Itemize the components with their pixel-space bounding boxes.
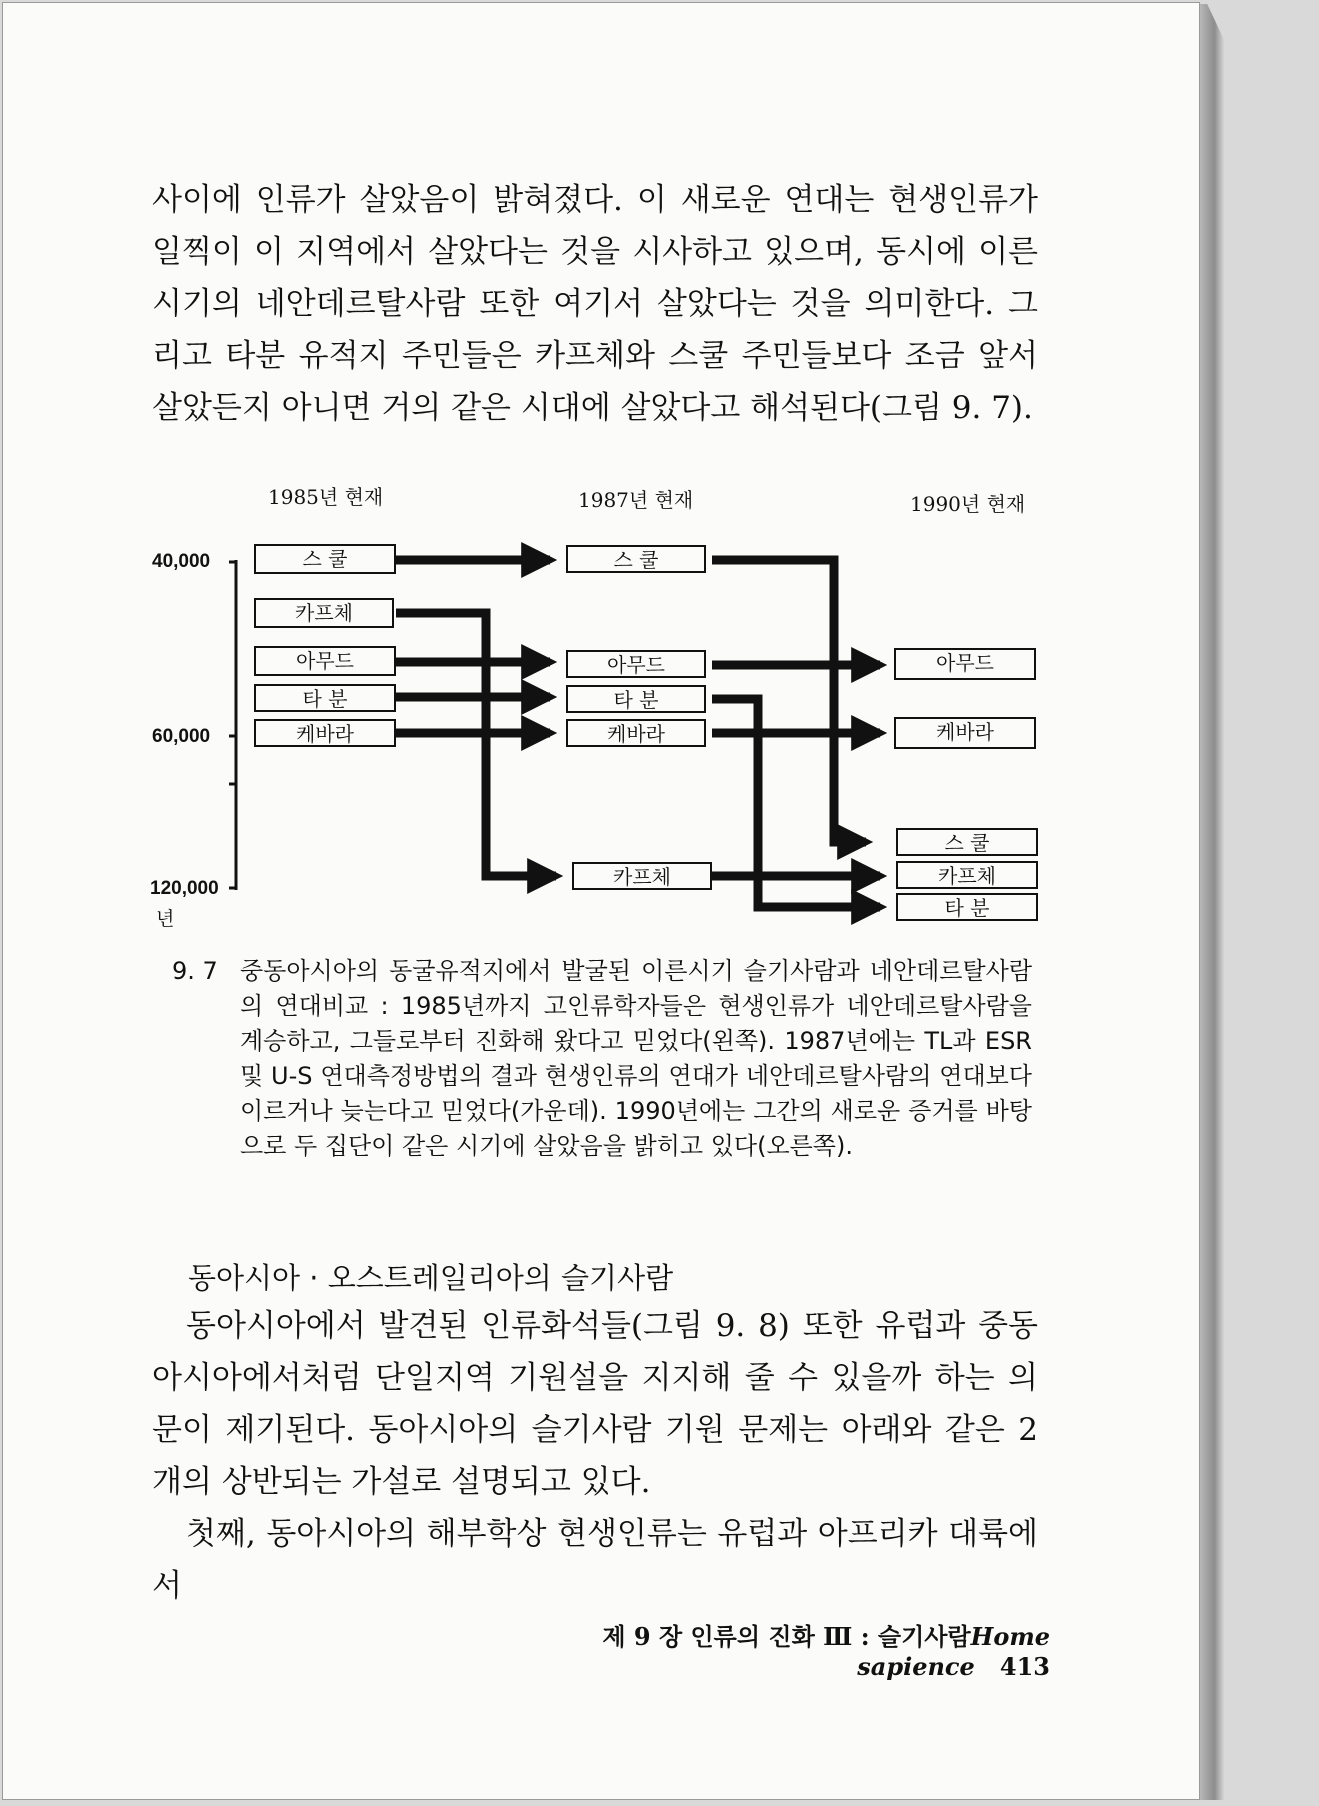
year-label-1990: 1990년 현재 bbox=[910, 492, 1026, 516]
footer-latin: Home sapience bbox=[857, 1622, 1050, 1681]
caption-number: 9. 7 bbox=[172, 957, 218, 985]
caption-text: 중동아시아의 동굴유적지에서 발굴된 이른시기 슬기사람과 네안데르탈사람의 연대비교 : 1985년까지 고인류학자들은 현생인류가 네안데르탈사람을 계승하고, 그들로부터 진화해 왔다고 믿었다(왼쪽). 1987년에는 TL과 ESR 및 U-S 연대측정방법의 결과 현생인류의 연대가 네안데르탈사람의 연대보다 이르거나 늦는다고 믿었다(가운데). 1990년에는 그간의 새로운 증거를 바탕으로 두 집단이 같은 시기에 살았음을 밝히고 있다(오른쪽). bbox=[240, 957, 1032, 1160]
box-1987-kebara: 케바라 bbox=[566, 719, 706, 747]
body-paragraph-2-wrapper bbox=[152, 1300, 1038, 1612]
box-1990-skul: 스 쿨 bbox=[896, 828, 1038, 856]
box-1985-kebara: 케바라 bbox=[254, 719, 396, 747]
box-1990-kebara: 케바라 bbox=[894, 717, 1036, 749]
axis-tick-40000: 40,000 bbox=[152, 551, 211, 572]
box-1990-kafze: 카프체 bbox=[896, 861, 1038, 889]
year-label-1987: 1987년 현재 bbox=[578, 488, 694, 512]
box-1987-skul: 스 쿨 bbox=[566, 545, 706, 573]
box-1990-amud: 아무드 bbox=[894, 648, 1036, 680]
page-number: 413 bbox=[999, 1652, 1050, 1681]
box-1985-kafze: 카프체 bbox=[254, 598, 394, 628]
body-paragraph-3: 첫째, 동아시아의 해부학상 현생인류는 유럽과 아프리카 대륙에서 bbox=[152, 1516, 1038, 1604]
body-paragraph-2: 동아시아에서 발견된 인류화석들(그림 9. 8) 또한 유럽과 중동아시아에서처럼 단일지역 기원설을 지지해 줄 수 있을까 하는 의문이 제기된다. 동아시아의 슬기사람 기원 문제는 아래와 같은 2개의 상반되는 가설로 설명되고 있다. bbox=[152, 1308, 1038, 1500]
page-footer bbox=[470, 1617, 1050, 1681]
box-1987-kafze: 카프체 bbox=[572, 862, 712, 890]
box-1990-tabun: 타 분 bbox=[896, 893, 1038, 921]
box-1985-tabun: 타 분 bbox=[254, 684, 396, 712]
body-paragraph-1: 사이에 인류가 살았음이 밝혀졌다. 이 새로운 연대는 현생인류가 일찍이 이 지역에서 살았다는 것을 시사하고 있으며, 동시에 이른시기의 네안데르탈사람 또한 여기서 살았다는 것을 의미한다. 그리고 타분 유적지 주민들은 카프체와 스쿨 주민들보다 조금 앞서 살았든지 아니면 거의 같은 시대에 살았다고 해석된다(그림 9. 7). bbox=[152, 182, 1038, 426]
axis-unit: 년 bbox=[156, 908, 175, 930]
footer-chapter: 제 9 장 인류의 진화 Ⅲ : 슬기사람 bbox=[602, 1622, 971, 1651]
year-label-1985: 1985년 현재 bbox=[268, 485, 384, 509]
box-1985-amud: 아무드 bbox=[254, 646, 396, 676]
box-1987-amud: 아무드 bbox=[566, 650, 706, 678]
section-heading: 동아시아 · 오스트레일리아의 슬기사람 bbox=[188, 1261, 674, 1295]
axis-tick-60000: 60,000 bbox=[152, 726, 211, 747]
box-1987-tabun: 타 분 bbox=[566, 685, 706, 713]
axis-tick-120000: 120,000 bbox=[150, 878, 219, 899]
page-edge-shadow bbox=[1200, 4, 1224, 1800]
box-1985-skul: 스 쿨 bbox=[254, 544, 396, 574]
